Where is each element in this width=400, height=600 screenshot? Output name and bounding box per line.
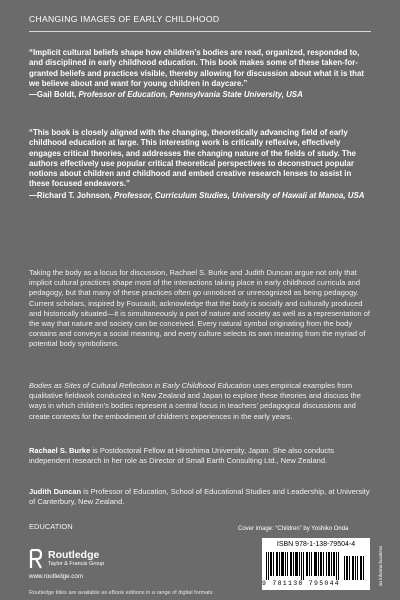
author-name: Rachael S. Burke (29, 446, 91, 455)
barcode-icon (266, 552, 340, 580)
quote-text: “Implicit cultural beliefs shape how children’s bodies are read, organized, responded to, and disciplined in early childhood education. This book makes some of these taken-for-granted beliefs and practices visible, thereby allowing for discussion about what it is that we believe about and want for young children in daycare.” (29, 48, 364, 88)
description-text (29, 381, 371, 422)
bio-text (29, 487, 371, 507)
isbn-label: ISBN 978-1-138-79504-4 (276, 541, 356, 548)
endorsement-quote-2 (29, 128, 371, 201)
publisher-group: Taylor & Francis Group (48, 561, 105, 567)
book-title-inline: Bodies as Sites of Cultural Reflection in Early Childhood Education (29, 381, 251, 390)
bio-text (29, 446, 371, 466)
tagline-text: an informa business (378, 545, 383, 586)
description-text: Taking the body as a locus for discussion, Rachael S. Burke and Judith Duncan argue not only that implicit cultural practices shape most of the interactions taking place in early childhood curricula and pedagogy, but that many of these practices often go unnoticed or unrecognized as being pedagogy. Current scholars, inspired by Foucault, acknowledge that the body is socially and culturally produced and historically situated—it is simultaneously a part of nature and society as well as a representation of the way that nature and society can be conceived. Every natural symbol originating from the body contains and conveys a social meaning, and every culture selects its own meaning from the myriad of potential body symbolisms. (29, 268, 371, 349)
barcode-addon-icon (344, 556, 366, 580)
ebook-note: Routledge titles are available as eBook editions in a range of digital formats (29, 590, 213, 596)
quote-attribution (29, 90, 371, 100)
attribution-title: Professor of Education, Pennsylvania State University, USA (78, 90, 303, 100)
publisher-tagline (378, 530, 388, 590)
barcode-panel (262, 538, 370, 590)
publisher-logo (29, 549, 179, 569)
attribution-name: —Richard T. Johnson, (29, 190, 115, 200)
bio-body: is Postdoctoral Fellow at Hiroshima University, Japan. She also conducts independent research in her role as Director of Small Earth Consulting Ltd., New Zealand. (29, 446, 334, 466)
quote-attribution (29, 191, 371, 201)
description-paragraph-2 (29, 381, 371, 422)
attribution-title: Professor, Curriculum Studies, University of Hawaii at Manoa, USA (114, 190, 365, 200)
author-bio-1 (29, 446, 371, 466)
author-name: Judith Duncan (29, 487, 82, 496)
publisher-website: www.routledge.com (29, 573, 83, 580)
series-divider (29, 31, 371, 32)
series-title: CHANGING IMAGES OF EARLY CHILDHOOD (29, 14, 220, 24)
description-paragraph-1 (29, 268, 371, 350)
barcode-digits: 9 781138 795044 (262, 580, 341, 587)
quote-text: “This book is closely aligned with the changing, theoretically advancing field of early childhood education at large. This interesting work is critically reflexive, effectively engages critical theories, and addresses the changing nature of the fields of study. The authors effectively use popular critical theoretical perspectives to deconstruct popular notions about children and childhood and embed creative research lenses to assist in these focused endeavors.” (29, 128, 356, 189)
subject-category: EDUCATION (29, 522, 73, 531)
bio-body: is Professor of Education, School of Educational Studies and Leadership, at University of Canterbury, New Zealand. (29, 487, 370, 507)
description-rest: uses empirical examples from qualitative fieldwork conducted in New Zealand and Japan to explore these theories and discuss the ways in which children’s bodies represent a central focus in teachers’ pedagogical discussions and create contexts for the embodiment of children’s experiences in the early years. (29, 381, 361, 421)
attribution-name: —Gail Boldt, (29, 90, 79, 100)
publisher-name: Routledge (48, 549, 100, 561)
endorsement-quote-1 (29, 48, 371, 100)
author-bio-2 (29, 487, 371, 507)
cover-image-credit: Cover image: “Children” by Yoshiko Onda (238, 526, 349, 532)
routledge-logo-icon (29, 549, 43, 569)
